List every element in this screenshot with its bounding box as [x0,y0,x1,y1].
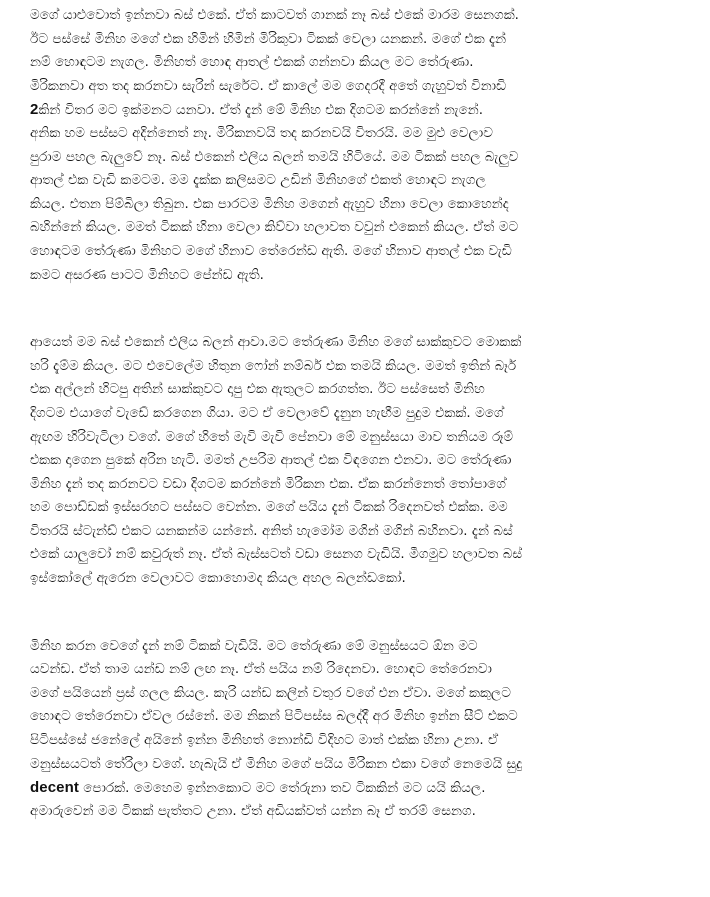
text-line: පිටිපස්සේ ජනේලේ අයිනේ ඉන්න මිනිහත් නොන්ඩි විදිහට මාත් එක්ක හිනා උනා. ඒ [30,733,499,749]
paragraph-1 [30,4,702,287]
text-line: නම් හොඳටම නැගල. මිනිහත් හොඳ ආතල් එකක් ගන්නවා කියල මට තේරුණා. [30,55,474,71]
text-line: එක අල්ලන් හිටපු අතින් සාක්කුවට දාපු එක ඇතුලට කරගත්ත. ඊට පස්සෙත් මිනිහ [30,382,485,398]
text-line: 2කින් විතර මට ඉක්මනට යනවා. ඒත් දැන් මේ මිනිහ එක දිගටම කරන්නේ නැනේ. [30,101,484,119]
text-line: දිගටම එයාගේ වැඩේ කරගෙන ගියා. මට ඒ වෙලාවේ දැනුන හැඟීම පුදුම එකක්. මගේ [30,405,504,421]
text-line: decent පොරක්. මෙහෙම ඉන්නකොට මට තේරුනා තව ටිකකින් මට යයි කියල. [30,779,486,797]
paragraph-spacer [30,287,702,331]
text-line: හම පොඩ්ඩක් ඉස්සරහට පස්සට වෙන්න. මගේ පයිය දැන් ටිකක් රිදෙනවත් එක්ක. මම [30,500,508,516]
text-line: හොඳට තේරෙනවා ඒවල රස්නේ. මම නිකන් පිටිපස්ස බලද්දී අර මිනිහ ඉන්න සීට් එකට [30,709,518,725]
text-line: පුරාම පහල බැලුවේ නෑ. බස් එකෙන් එලිය බලන් තමයි හිටියේ. මම ටිකක් පහල බැලුව [30,149,519,165]
latin-word: decent [30,779,79,797]
text-line: ඉස්කෝලේ ඇරෙන වෙලාවට කොහොමද කියල අහල බලන්ඩකෝ. [30,571,406,587]
text-line: මගේ යාළුවොත් ඉන්නවා බස් එකේ. ඒත් කාටවත් ගානක් නෑ බස් එකේ මාරම සෙනගක්. [30,8,520,23]
latin-number: 2 [30,101,39,119]
text-line: යවන්ඩ. ඒත් තාම යන්ඩ නම් ලඟ නෑ. ඒත් පයිය නම් රිදෙනවා. හොඳට තේරෙනවා [30,662,492,678]
text-line: මගේ පයියෙන් ප්‍රස් ගලල කියල. කැරි යන්ඩ කලින් වතුර වගේ එන ඒවා. මගේ කකුලට [30,685,511,701]
text-line: ආතල් එක වැඩි කමටම. මම දැක්ක කලිසමට උඩින් මිනිහගේ එකත් හොඳට නැගල [30,173,486,189]
text-line: කමට අසරණ පාටට මිනිහට පේන්ඩ ඇති. [30,267,265,283]
text-line: විතරයි ස්ටැන්ඩ් එකට යනකන්ම යන්නේ. අනිත් හැමෝම මගින් මගින් බහිනවා. දැන් බස් [30,523,513,539]
text-line: හොඳටම තේරුණා මිනිහට මගේ හිනාව තේරෙන්ඩ ඇති. මගේ හිනාව ආතල් එක වැඩි [30,243,512,259]
text-line: ඇඟම හිරිවැටිලා වගේ. මගේ හිතේ මැවි මැවි පේනවා මේ මනුස්සයා මාව තනියම රූම් [30,429,514,445]
text-line: බහින්නේ කියල. මමත් ටිකක් හිනා වෙලා කිව්වා හලාවත වවුන් එකෙන් කියල. ඒත් මට [30,220,519,236]
paragraph-spacer [30,591,702,635]
document-body [30,4,702,823]
text-line: මිනිහ කරන වෙගේ දැන් නම් ටිකක් වැඩියි. මට තේරුණා මේ මනුස්සයට ඕන මට [30,638,478,654]
text-line: අමාරුවෙන් මම ටිකක් පැත්තට උනා. ඒත් අඩියක්වත් යන්න බෑ ඒ තරම් සෙනග. [30,803,477,819]
text-line: අනික හම පස්සට අදින්නෙත් නෑ. මිරිකනවයි තද කරනවයි විතරයි. මම මුළු වෙලාව [30,125,493,141]
text-line: එකක දාගෙන පුකේ අරින හැටි. මමත් උපරිම ආතල් එක විඳගෙන එනවා. මට තේරුණා [30,453,512,469]
text-line: මනුස්සයටත් තේරිලා වගේ. හැබැයි ඒ මිනිහ මගේ පයිය මිරිකන එකා වගේ නෙමෙයි සුදු [30,756,523,772]
text-line: හරි දැම්ම කියල. මට එවෙලේම හිතුන ෆෝන් නම්බර් එක තමයි කියල. මමත් ඉතින් බෑර් [30,358,517,374]
text-line: කියල. එතන පිම්බිලා තිබුන. එක පාරටම මිනිහ මගෙන් ඇහුව හිනා වෙලා කොහෙන්ද [30,196,509,212]
text-line: ආයෙත් මම බස් එකෙන් එලිය බලන් ආවා.මට තේරුණා මිනිහ මගේ සාක්කුවට මොකක් [30,335,522,351]
text-line: එකේ යාලුවෝ නම් කවුරුත් නෑ. ඒත් බැස්සටත් වඩා සෙනග වැඩියි. මීගමුව හලාවත බස් [30,547,523,563]
text-line: මිරිකනවා අත තද කරනවා සැරින් සැරේට. ඒ කාලේ මම ගෙදරදී අතේ ගැහුවත් විනාඩි [30,78,507,94]
paragraph-2 [30,331,702,591]
text-line: මිනිහ දැන් තද කරනවට වඩා දිගටම කරන්නේ මිරිකන එක. ඒක කරන්නෙත් තෝපාගේ [30,476,506,492]
paragraph-3 [30,635,702,824]
text-line: ඊට පස්සේ මිනිහ මගේ එක හිමින් හිමින් මිරිකුවා ටිකක් වෙලා යනකන්. මගේ එක දැන් [30,31,507,47]
